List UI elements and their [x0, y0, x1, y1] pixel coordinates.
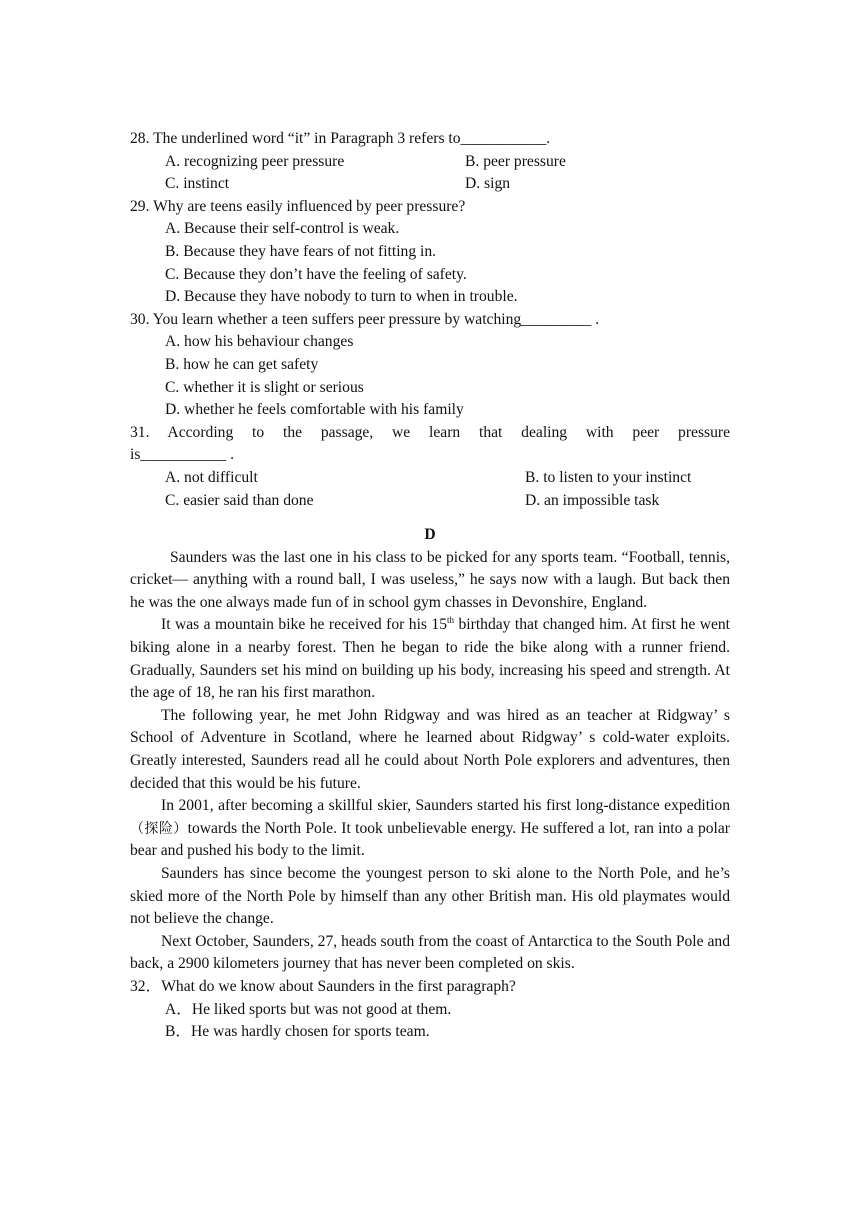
document-content: [130, 128, 742, 1044]
question-29-stem: 29. Why are teens easily influenced by peer pressure?: [130, 197, 466, 215]
chinese-gloss: （探险）: [130, 820, 188, 837]
paragraph-4-text-start: In 2001, after becoming a skillful skier, Saunders started his first long-distance expedition: [161, 797, 730, 815]
question-29-option-d: D. Because they have nobody to turn to when in trouble.: [165, 288, 518, 306]
question-32-stem: 32．What do we know about Saunders in the first paragraph?: [130, 977, 516, 995]
ordinal-suffix: th: [447, 615, 455, 626]
question-32-option-b: B．He was hardly chosen for sports team.: [165, 1023, 430, 1041]
question-28-option-c: C. instinct: [165, 175, 230, 193]
question-31-option-b: B. to listen to your instinct: [525, 468, 692, 486]
question-28-option-d: D. sign: [465, 175, 511, 193]
question-31-option-c: C. easier said than done: [165, 491, 314, 509]
question-28-option-a: A. recognizing peer pressure: [165, 152, 345, 170]
question-31-stem-line-1: 31. According to the passage, we learn that dealing with peer pressure: [130, 423, 730, 441]
question-28-options-row-1: [130, 151, 730, 174]
section-d-paragraph-6: Next October, Saunders, 27, heads south from the coast of Antarctica to the South Pole and back, a 2900 kilometers journey that has never been completed on skis.: [130, 932, 730, 973]
section-d-heading: D: [424, 526, 436, 544]
section-d-paragraph-4: [130, 795, 730, 863]
section-d-paragraph-3: The following year, he met John Ridgway and was hired as an teacher at Ridgway’ s School of Adventure in Scotland, where he learned about Ridgway’ s cold-water exploits. Greatly interested, Saunders read all he could about North Pole explorers and adventures, then decided that this would be his future.: [130, 706, 742, 792]
paragraph-4-text-end: towards the North Pole. It took unbelievable energy. He suffered a lot, ran into a polar bear and pushed his body to the limit.: [130, 819, 730, 860]
question-29-option-c: C. Because they don’t have the feeling of safety.: [165, 265, 467, 283]
question-31-options-row-1: [130, 467, 730, 490]
paragraph-2-text-end: birthday that changed him. At first he went biking alone in a nearby forest. Then he began to ride the bike along with a runner friend. Gradually, Saunders set his mind on building up his body, increasing his speed and strength. At the age of 18, he ran his first marathon.: [130, 616, 731, 702]
question-31-option-a: A. not difficult: [165, 468, 258, 486]
question-31-options-row-2: [130, 490, 730, 513]
question-30-option-a: A. how his behaviour changes: [165, 333, 354, 351]
section-d-paragraph-2: [130, 614, 730, 704]
question-28-options-row-2: [130, 173, 730, 196]
section-d-paragraph-1: Saunders was the last one in his class to be picked for any sports team. “Football, tennis, cricket— anything with a round ball, I was useless,” he says now with a laugh. But back then he was the one always made fun of in school gym chasses in Devonshire, England.: [130, 548, 730, 611]
question-30-option-d: D. whether he feels comfortable with his family: [165, 401, 464, 419]
question-30-option-c: C. whether it is slight or serious: [165, 378, 364, 396]
question-28-stem: 28. The underlined word “it” in Paragraph 3 refers to___________.: [130, 130, 551, 147]
question-31-option-d: D. an impossible task: [525, 491, 660, 509]
question-32-option-a: A．He liked sports but was not good at them.: [165, 1000, 452, 1018]
question-31-stem-line-2: is___________ .: [130, 446, 234, 464]
question-30-stem: 30. You learn whether a teen suffers peer pressure by watching_________ .: [130, 310, 600, 328]
question-30-option-b: B. how he can get safety: [165, 355, 319, 373]
question-29-option-a: A. Because their self-control is weak.: [165, 220, 400, 238]
question-29-option-b: B. Because they have fears of not fitting in.: [165, 242, 437, 260]
question-28-option-b: B. peer pressure: [465, 152, 566, 170]
section-d-paragraph-5: Saunders has since become the youngest person to ski alone to the North Pole, and he’s skied more of the North Pole by himself than any other British man. His old playmates would not believe the change.: [130, 865, 730, 928]
paragraph-2-text-start: It was a mountain bike he received for his 15: [161, 616, 448, 634]
